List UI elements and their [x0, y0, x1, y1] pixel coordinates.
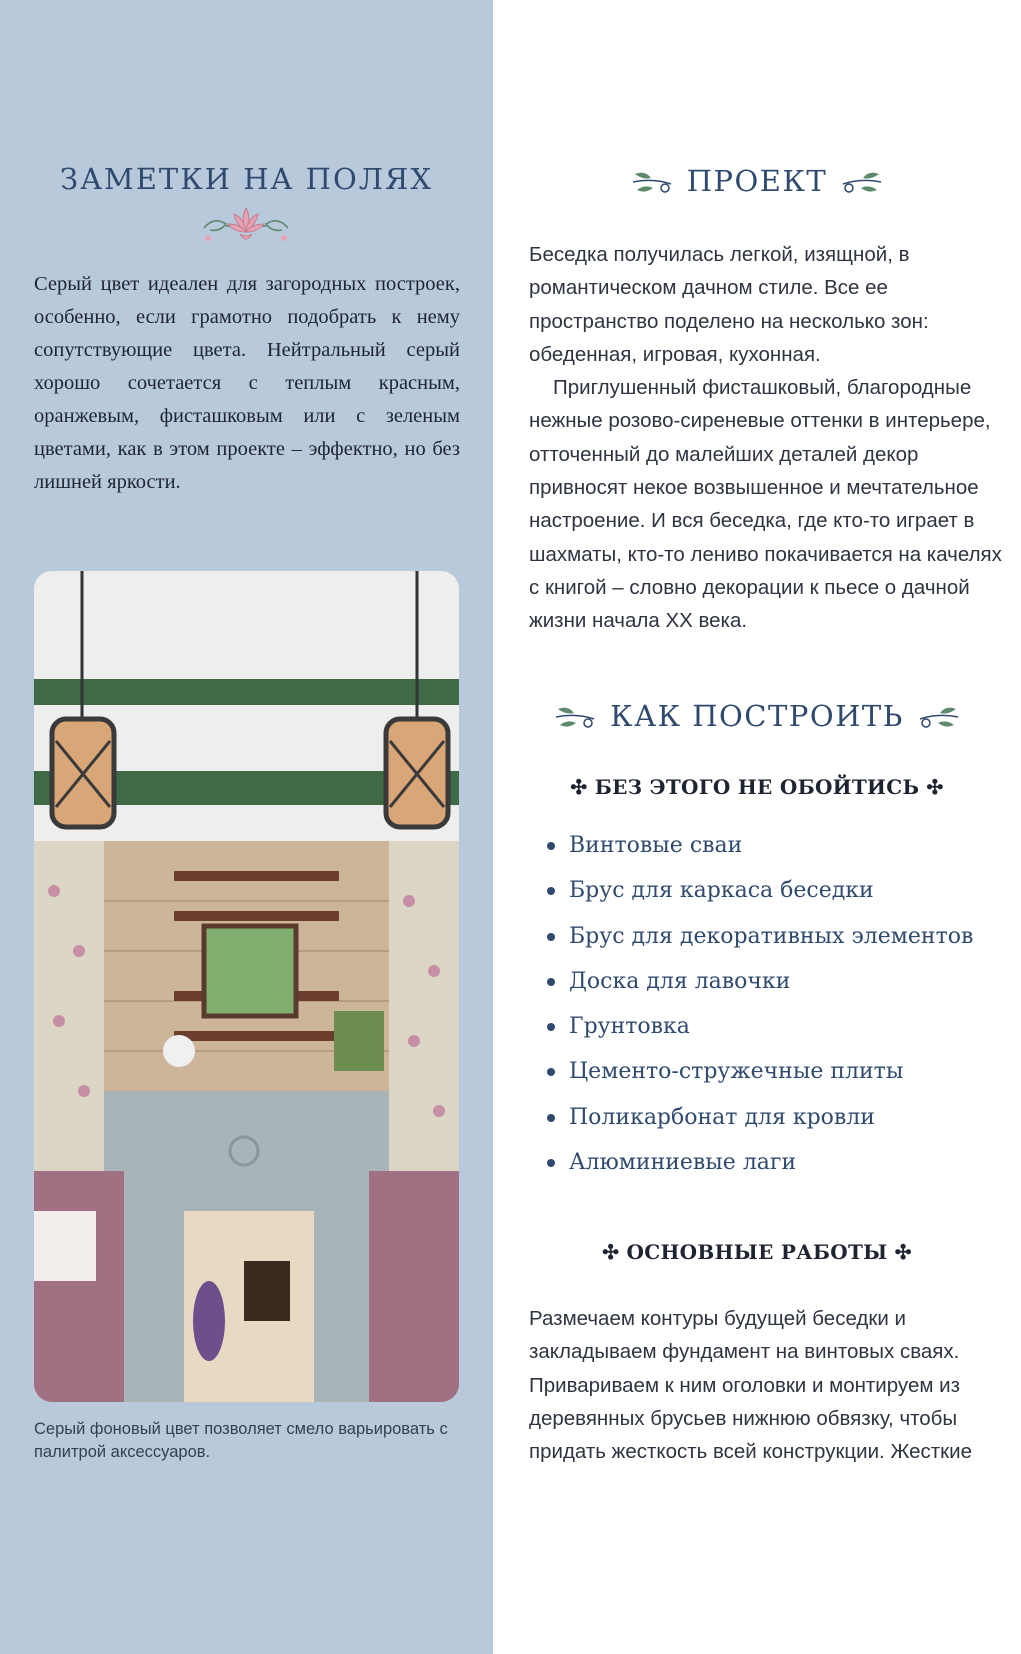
list-item-label: Винтовые сваи — [569, 833, 743, 858]
list-item — [529, 959, 1009, 1004]
leaf-ornament-left-icon — [554, 699, 598, 733]
bullet-icon — [547, 1023, 555, 1031]
gazebo-interior-image — [34, 571, 459, 1402]
materials-list — [529, 823, 1009, 1185]
sidebar-title: ЗАМЕТКИ НА ПОЛЯХ — [60, 162, 433, 196]
leaf-ornament-right-icon — [916, 699, 960, 733]
bullet-icon — [547, 842, 555, 850]
list-item-label: Брус для каркаса беседки — [569, 878, 874, 904]
list-item-label: Доска для лавочки — [569, 968, 791, 994]
list-item — [529, 1140, 1009, 1185]
list-item — [529, 1095, 1009, 1140]
project-paragraph-1: Беседка получилась легкой, изящной, в романтическом дачном стиле. Все ее пространство поделено на несколько зон: обеденная, игровая, кухонная. — [529, 243, 929, 366]
leaf-ornament-right-icon — [839, 164, 883, 198]
project-paragraph-2: Приглушенный фисташковый, благородные нежные розово-сиреневые оттенки в интерьере, отточенный до малейших деталей декор привносят некое возвышенное и мечтательное настроение. И вся беседка, где кто-то играет в шахматы, кто-то лениво покачивается на качелях с книгой – словно декорации к пьесе о дачной жизни начала XX века. — [529, 376, 1002, 633]
bullet-icon — [547, 978, 555, 986]
bullet-icon — [547, 1159, 555, 1167]
project-heading — [493, 162, 1021, 198]
list-item-label: Алюминиевые лаги — [569, 1150, 797, 1176]
sidebar-text: Серый цвет идеален для загородных построек, особенно, если грамотно подобрать к нему сопутствующие цвета. Нейтральный серый хорошо сочетается с теплым красным, оранжевым, фисташковым или с зеленым цветами, как в этом проекте – эффектно, но без лишней яркости. — [34, 273, 460, 493]
list-item-label: Грунтовка — [569, 1014, 690, 1040]
project-title: ПРОЕКТ — [686, 164, 828, 198]
list-item-label: Поликарбонат для кровли — [569, 1104, 875, 1130]
main-column — [493, 0, 1021, 1654]
leaf-ornament-left-icon — [631, 164, 675, 198]
works-text — [529, 1302, 1015, 1468]
list-item-label: Брус для декоративных элементов — [569, 923, 974, 949]
bullet-icon — [547, 887, 555, 895]
build-heading — [493, 697, 1021, 733]
lotus-ornament-icon — [196, 202, 296, 246]
bullet-icon — [547, 933, 555, 941]
materials-heading: ✣ БЕЗ ЭТОГО НЕ ОБОЙТИСЬ ✣ — [570, 775, 944, 799]
list-item — [529, 1049, 1009, 1094]
project-text — [529, 238, 1015, 638]
bullet-icon — [547, 1068, 555, 1076]
build-title: КАК ПОСТРОИТЬ — [610, 699, 904, 733]
list-item — [529, 823, 1009, 868]
works-heading: ✣ ОСНОВНЫЕ РАБОТЫ ✣ — [602, 1240, 912, 1264]
list-item-label: Цементо-стружечные плиты — [569, 1059, 904, 1085]
photo-caption: Серый фоновый цвет позволяет смело варьировать с палитрой аксессуаров. — [34, 1420, 448, 1461]
sidebar-notes — [0, 0, 493, 1654]
list-item — [529, 914, 1009, 959]
gazebo-photo — [34, 571, 459, 1402]
works-paragraph: Размечаем контуры будущей беседки и закладываем фундамент на винтовых сваях. Привариваем к ним оголовки и монтируем из деревянных брусьев нижнюю обвязку, чтобы придать жесткость всей конструкции. Жесткие — [529, 1307, 972, 1464]
bullet-icon — [547, 1114, 555, 1122]
list-item — [529, 868, 1009, 913]
list-item — [529, 1004, 1009, 1049]
